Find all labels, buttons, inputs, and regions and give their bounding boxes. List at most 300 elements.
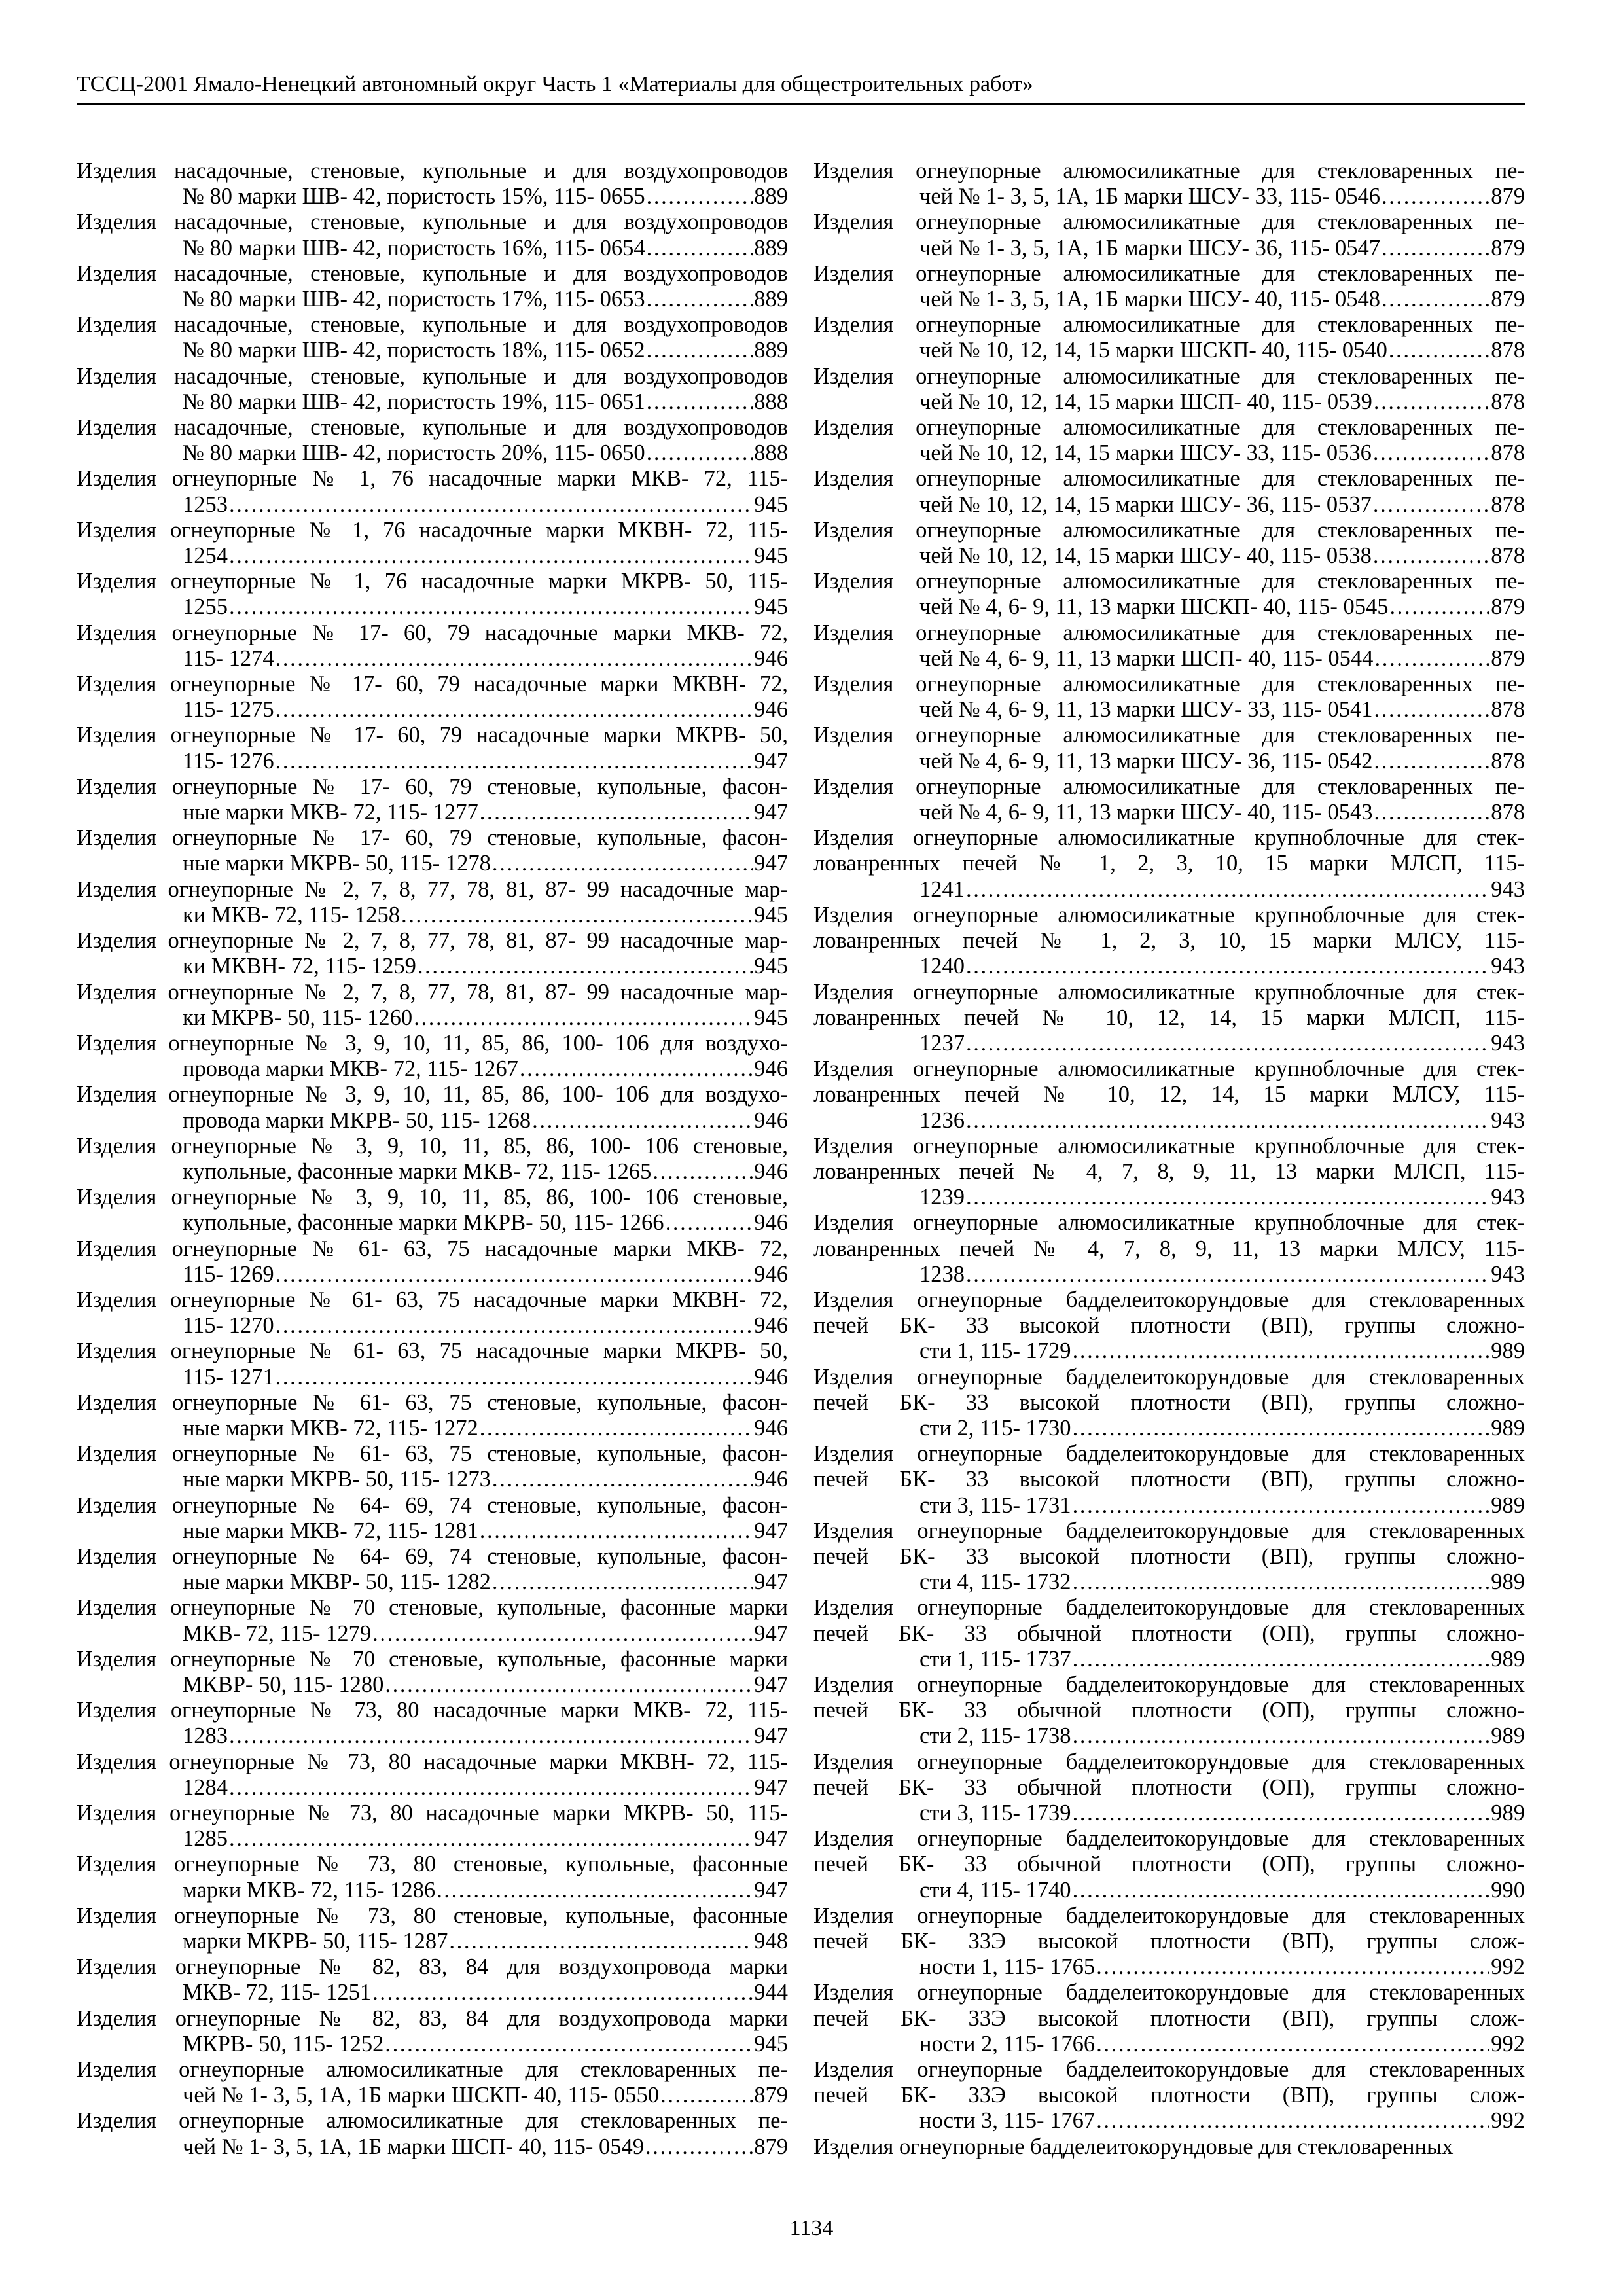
entry-page-number: 945 (754, 543, 788, 569)
entry-text-line: Изделия огнеупорные бадделеитокорундовые для стекловаренных (813, 1980, 1525, 2005)
index-entry (77, 980, 788, 1031)
entry-text-line: Изделия огнеупорные № 64- 69, 74 стеновые, купольные, фасон- (77, 1543, 788, 1569)
entry-last-line (919, 389, 1525, 415)
entry-page-number: 947 (754, 1621, 788, 1646)
dot-leader (1073, 1878, 1490, 1903)
entry-text-line: Изделия огнеупорные алюмосиликатные крупноблочные для стек- (813, 1210, 1525, 1236)
index-entry (813, 1980, 1525, 2057)
dot-leader (1373, 492, 1489, 518)
index-entry (77, 1185, 788, 1236)
entry-last-line (183, 2032, 788, 2057)
entry-last-line (919, 236, 1525, 261)
entry-text-line: Изделия огнеупорные № 61- 63, 75 стеновые, купольные, фасон- (77, 1441, 788, 1467)
index-entry (813, 1518, 1525, 1596)
entry-last-line (919, 1416, 1525, 1441)
entry-reference-text: 1255 (183, 594, 228, 620)
entry-last-line (919, 697, 1525, 723)
entry-text-line: лованренных печей № 1, 2, 3, 10, 15 марки МЛСП, 115- (813, 851, 1525, 876)
entry-last-line (919, 440, 1525, 466)
dot-leader (276, 749, 753, 774)
dot-leader (532, 1108, 753, 1134)
entry-text-line: лованренных печей № 10, 12, 14, 15 марки МЛСУ, 115- (813, 1082, 1525, 1107)
entry-last-line (183, 2083, 788, 2108)
entry-reference-text: 1253 (183, 492, 228, 517)
entry-text-line: Изделия огнеупорные алюмосиликатные для стекловаренных пе- (813, 466, 1525, 492)
dot-leader (1073, 1801, 1490, 1826)
entry-last-line (183, 1878, 788, 1903)
entry-page-number: 888 (754, 440, 788, 466)
entry-reference-text: чей № 4, 6- 9, 11, 13 марки ШСП- 40, 115- 0544 (919, 645, 1374, 671)
index-entry (813, 1749, 1525, 1827)
index-entry (77, 2108, 788, 2159)
entry-reference-text: ности 3, 115- 1767 (919, 2108, 1096, 2134)
entry-reference-text: МКВР- 50, 115- 1280 (183, 1672, 384, 1697)
entry-page-number: 989 (1491, 1646, 1525, 1672)
entry-page-number: 989 (1491, 1570, 1525, 1595)
index-entry (813, 2057, 1525, 2134)
entry-last-line (919, 2108, 1525, 2134)
dot-leader (229, 492, 753, 518)
dot-leader (1382, 184, 1489, 209)
entry-reference-text: марки МКРВ- 50, 115- 1287 (183, 1929, 448, 1954)
entry-page-number: 943 (1491, 1107, 1525, 1133)
entry-page-number: 989 (1491, 1415, 1525, 1441)
index-entry (77, 672, 788, 723)
entry-last-line (919, 954, 1525, 979)
entry-text-line: печей БК- 33 обычной плотности (ОП), группы сложно- (813, 1774, 1525, 1800)
dot-leader (492, 851, 753, 876)
entry-text-line: Изделия огнеупорные № 82, 83, 84 для воздухопровода марки (77, 2005, 788, 2031)
entry-last-line (919, 749, 1525, 774)
entry-last-line (183, 1262, 788, 1287)
entry-text-line: Изделия насадочные, стеновые, купольные и для воздухопроводов (77, 209, 788, 235)
dot-leader (480, 1518, 753, 1544)
dot-leader (1373, 440, 1489, 466)
entry-reference-text: 1240 (919, 954, 965, 979)
entry-text-line: Изделия огнеупорные № 70 стеновые, купольные, фасонные марки (77, 1646, 788, 1672)
index-entry (77, 1698, 788, 1749)
entry-reference-text: сти 1, 115- 1729 (919, 1338, 1071, 1364)
index-entry (813, 364, 1525, 415)
entry-reference-text: № 80 марки ШВ- 42, пористость 18%, 115- 0652 (183, 338, 645, 363)
entry-last-line (183, 1929, 788, 1954)
entry-text-line: Изделия огнеупорные алюмосиликатные для стекловаренных пе- (813, 363, 1525, 389)
entry-reference-text: МКВ- 72, 115- 1279 (183, 1621, 372, 1646)
dot-leader (276, 1262, 753, 1287)
index-entry (77, 1749, 788, 1801)
entry-text-line: Изделия насадочные, стеновые, купольные и для воздухопроводов (77, 158, 788, 183)
entry-reference-text: чей № 4, 6- 9, 11, 13 марки ШСУ- 33, 115- 0541 (919, 697, 1373, 723)
entry-last-line (919, 492, 1525, 518)
entry-reference-text: чей № 10, 12, 14, 15 марки ШСУ- 36, 115- 0537 (919, 492, 1372, 517)
dot-leader (229, 543, 753, 569)
index-entry (813, 825, 1525, 903)
entry-reference-text: ности 1, 115- 1765 (919, 1954, 1096, 1980)
entry-page-number: 989 (1491, 1492, 1525, 1518)
entry-page-number: 946 (754, 697, 788, 723)
index-entry (77, 825, 788, 876)
entry-reference-text: № 80 марки ШВ- 42, пористость 20%, 115- 0650 (183, 440, 645, 466)
entry-reference-text: купольные, фасонные марки МКРВ- 50, 115- 1266 (183, 1210, 664, 1236)
entry-last-line (919, 1493, 1525, 1518)
entry-text-line: Изделия огнеупорные № 2, 7, 8, 77, 78, 81, 87- 99 насадочные мар- (77, 979, 788, 1005)
index-entry (813, 518, 1525, 569)
entry-page-number: 878 (1491, 338, 1525, 363)
entry-reference-text: сти 3, 115- 1731 (919, 1492, 1071, 1518)
entry-text-line: Изделия огнеупорные № 3, 9, 10, 11, 85, 86, 100- 106 стеновые, (77, 1133, 788, 1158)
entry-last-line (919, 287, 1525, 312)
index-entry (813, 1595, 1525, 1672)
entry-page-number: 989 (1491, 1801, 1525, 1825)
dot-leader (652, 1159, 753, 1185)
entry-last-line (919, 2032, 1525, 2057)
index-entry (813, 2134, 1525, 2160)
entry-reference-text: 115- 1275 (183, 697, 274, 723)
entry-page-number: 948 (754, 1929, 788, 1954)
entry-reference-text: 1237 (919, 1030, 965, 1056)
entry-page-number: 879 (754, 2134, 788, 2159)
entry-page-number: 889 (754, 184, 788, 209)
entry-page-number: 889 (754, 338, 788, 363)
entry-last-line (919, 1570, 1525, 1595)
index-entry (77, 723, 788, 774)
index-column-left (77, 158, 788, 2160)
entry-reference-text: чей № 1- 3, 5, 1А, 1Б марки ШСУ- 33, 115- 0546 (919, 184, 1380, 209)
index-entry (813, 1210, 1525, 1287)
entry-reference-text: 1254 (183, 543, 228, 569)
entry-text-line: Изделия огнеупорные бадделеитокорундовые для стекловаренных (813, 1749, 1525, 1774)
entry-page-number: 947 (754, 1877, 788, 1903)
entry-reference-text: ные марки МКВ- 72, 115- 1281 (183, 1518, 478, 1543)
index-entry (77, 261, 788, 312)
entry-page-number: 992 (1491, 2108, 1525, 2134)
index-entry (77, 928, 788, 979)
entry-page-number: 878 (1491, 389, 1525, 414)
entry-reference-text: № 80 марки ШВ- 42, пористость 17%, 115- 0653 (183, 287, 645, 312)
entry-text-line: Изделия огнеупорные бадделеитокорундовые для стекловаренных (813, 1595, 1525, 1621)
entry-reference-text: 115- 1274 (183, 645, 274, 671)
entry-text-line: Изделия огнеупорные № 73, 80 насадочные марки МКРВ- 50, 115- (77, 1801, 788, 1825)
index-entry (813, 723, 1525, 774)
entry-last-line (919, 1723, 1525, 1749)
entry-text-line: Изделия огнеупорные № 1, 76 насадочные марки МКВН- 72, 115- (77, 517, 788, 543)
entry-last-line (919, 800, 1525, 825)
entry-text-line: Изделия насадочные, стеновые, купольные и для воздухопроводов (77, 415, 788, 440)
index-entry (77, 1852, 788, 1903)
entry-text-line: Изделия огнеупорные алюмосиликатные для стекловаренных пе- (813, 723, 1525, 748)
entry-reference-text: 1285 (183, 1826, 228, 1852)
dot-leader (276, 1313, 753, 1338)
entry-reference-text: чей № 4, 6- 9, 11, 13 марки ШСУ- 36, 115- 0542 (919, 748, 1373, 774)
index-entry (813, 672, 1525, 723)
running-header: ТССЦ-2001 Ямало-Ненецкий автономный округ Часть 1 «Материалы для общестроительных работ» (77, 72, 1033, 96)
dot-leader (1389, 338, 1489, 363)
entry-text-line: Изделия огнеупорные № 61- 63, 75 насадочные марки МКВ- 72, (77, 1236, 788, 1261)
index-entry (77, 1031, 788, 1082)
entry-page-number: 946 (754, 1107, 788, 1133)
dot-leader (966, 877, 1489, 903)
entry-reference-text: чей № 1- 3, 5, 1А, 1Б марки ШСУ- 40, 115- 0548 (919, 287, 1380, 312)
index-entry (77, 1903, 788, 1954)
entry-page-number: 943 (1491, 1185, 1525, 1210)
entry-last-line (919, 184, 1525, 209)
entry-page-number: 945 (754, 492, 788, 517)
entry-text-line: Изделия огнеупорные № 2, 7, 8, 77, 78, 81, 87- 99 насадочные мар- (77, 876, 788, 902)
entry-text-line: Изделия огнеупорные алюмосиликатные для стекловаренных пе- (813, 672, 1525, 697)
dot-leader (1389, 594, 1489, 620)
entry-reference-text: № 80 марки ШВ- 42, пористость 15%, 115- 0655 (183, 184, 645, 209)
entry-last-line (183, 440, 788, 466)
index-entry (813, 1826, 1525, 1903)
index-entry (813, 1056, 1525, 1134)
dot-leader (966, 1262, 1489, 1287)
index-entry (77, 1801, 788, 1852)
entry-text-line: печей БК- 33 высокой плотности (ВП), группы сложно- (813, 1467, 1525, 1492)
dot-leader (372, 1621, 753, 1647)
index-entry (813, 1441, 1525, 1518)
index-entry (77, 1493, 788, 1544)
entry-page-number: 945 (754, 902, 788, 927)
entry-page-number: 878 (1491, 748, 1525, 774)
dot-leader (966, 1031, 1489, 1056)
entry-last-line (183, 184, 788, 209)
index-entry (813, 209, 1525, 260)
entry-page-number: 889 (754, 235, 788, 260)
entry-reference-text: сти 2, 115- 1730 (919, 1415, 1071, 1441)
entry-reference-text: ности 2, 115- 1766 (919, 2031, 1096, 2056)
dot-leader (966, 1108, 1489, 1134)
entry-page-number: 947 (754, 1826, 788, 1852)
entry-page-number: 945 (754, 1005, 788, 1030)
dot-leader (437, 1878, 753, 1903)
entry-last-line (183, 236, 788, 261)
index-entry (77, 1647, 788, 1698)
entry-last-line (183, 1416, 788, 1441)
entry-reference-text: чей № 1- 3, 5, 1А, 1Б марки ШСП- 40, 115- 0549 (183, 2134, 644, 2159)
entry-reference-text: провода марки МКРВ- 50, 115- 1268 (183, 1107, 531, 1133)
dot-leader (1382, 287, 1489, 312)
entry-text-line: печей БК- 33 высокой плотности (ВП), группы сложно- (813, 1313, 1525, 1338)
dot-leader (1373, 543, 1489, 569)
entry-last-line (183, 2134, 788, 2160)
entry-text-line: Изделия огнеупорные № 17- 60, 79 стеновые, купольные, фасон- (77, 825, 788, 851)
entry-text-line: Изделия огнеупорные алюмосиликатные для стекловаренных пе- (813, 517, 1525, 543)
entry-page-number: 946 (754, 1056, 788, 1082)
entry-text-line: Изделия огнеупорные № 17- 60, 79 стеновые, купольные, фасон- (77, 774, 788, 799)
entry-last-line (183, 1210, 788, 1236)
dot-leader (647, 287, 753, 312)
entry-reference-text: 1236 (919, 1107, 965, 1133)
entry-text-line: печей БК- 33 обычной плотности (ОП), группы сложно- (813, 1621, 1525, 1646)
entry-reference-text: ки МКВН- 72, 115- 1259 (183, 954, 416, 979)
dot-leader (372, 1980, 753, 2005)
entry-last-line (919, 646, 1525, 672)
entry-page-number: 879 (754, 2083, 788, 2108)
entry-reference-text: чей № 1- 3, 5, 1А, 1Б марки ШСУ- 36, 115- 0547 (919, 235, 1380, 260)
entry-reference-text: № 80 марки ШВ- 42, пористость 19%, 115- 0651 (183, 389, 645, 414)
entry-page-number: 943 (1491, 1030, 1525, 1056)
entry-reference-text: чей № 10, 12, 14, 15 марки ШСКП- 40, 115- 0540 (919, 338, 1387, 363)
entry-text-line: Изделия огнеупорные № 70 стеновые, купольные, фасонные марки (77, 1595, 788, 1621)
entry-page-number: 947 (754, 1570, 788, 1595)
entry-reference-text: ки МКВ- 72, 115- 1258 (183, 902, 400, 927)
entry-reference-text: чей № 4, 6- 9, 11, 13 марки ШСУ- 40, 115- 0543 (919, 800, 1373, 825)
dot-leader (647, 338, 753, 363)
index-entry (77, 2006, 788, 2057)
entry-last-line (183, 1108, 788, 1134)
entry-last-line (183, 1723, 788, 1749)
entry-last-line (183, 1621, 788, 1647)
entry-last-line (919, 1185, 1525, 1210)
index-entry (813, 415, 1525, 466)
index-entry (813, 980, 1525, 1057)
entry-text-line: печей БК- 33Э высокой плотности (ВП), группы слож- (813, 2005, 1525, 2031)
dot-leader (276, 646, 753, 672)
dot-leader (1096, 1954, 1489, 1980)
entry-page-number: 944 (754, 1980, 788, 2005)
entry-page-number: 947 (754, 748, 788, 774)
entry-last-line (183, 749, 788, 774)
index-entry (77, 518, 788, 569)
entry-text-line: печей БК- 33 высокой плотности (ВП), группы сложно- (813, 1543, 1525, 1569)
index-entry (813, 466, 1525, 517)
entry-last-line (919, 1031, 1525, 1056)
index-entry (813, 1134, 1525, 1211)
entry-reference-text: ные марки МКВ- 72, 115- 1272 (183, 1415, 478, 1441)
entry-last-line (183, 954, 788, 979)
dot-leader (647, 184, 753, 209)
entry-page-number: 878 (1491, 697, 1525, 723)
entry-reference-text: сти 2, 115- 1738 (919, 1723, 1071, 1749)
index-entry (813, 1903, 1525, 1981)
entry-page-number: 947 (754, 800, 788, 825)
dot-leader (276, 697, 753, 723)
entry-text-line: Изделия огнеупорные алюмосиликатные для стекловаренных пе- (813, 209, 1525, 235)
entry-last-line (183, 1518, 788, 1544)
entry-reference-text: марки МКВ- 72, 115- 1286 (183, 1877, 436, 1903)
dot-leader (229, 1775, 753, 1801)
entry-last-line (183, 697, 788, 723)
entry-page-number: 946 (754, 1415, 788, 1441)
entry-page-number: 878 (1491, 800, 1525, 825)
entry-reference-text: 115- 1270 (183, 1313, 274, 1338)
entry-reference-text: сти 3, 115- 1739 (919, 1801, 1071, 1825)
entry-text-line: Изделия огнеупорные бадделеитокорундовые для стекловаренных (813, 1903, 1525, 1928)
entry-page-number: 989 (1491, 1338, 1525, 1364)
dot-leader (1073, 1338, 1490, 1364)
entry-text-line: Изделия огнеупорные № 82, 83, 84 для воздухопровода марки (77, 1954, 788, 1980)
dot-leader (401, 903, 753, 928)
dot-leader (647, 440, 753, 466)
entry-text-line: печей БК- 33 обычной плотности (ОП), группы сложно- (813, 1698, 1525, 1723)
index-entry (77, 209, 788, 260)
entry-last-line (919, 1262, 1525, 1287)
entry-reference-text: чей № 10, 12, 14, 15 марки ШСП- 40, 115- 0539 (919, 389, 1372, 414)
entry-page-number: 947 (754, 1518, 788, 1543)
entry-last-line (183, 1467, 788, 1492)
entry-page-number: 946 (754, 1261, 788, 1287)
entry-text-line: Изделия огнеупорные № 1, 76 насадочные марки МКВ- 72, 115- (77, 466, 788, 492)
entry-reference-text: 1238 (919, 1261, 965, 1287)
dot-leader (647, 389, 753, 415)
entry-page-number: 946 (754, 645, 788, 671)
entry-text-line: Изделия огнеупорные № 1, 76 насадочные марки МКРВ- 50, 115- (77, 569, 788, 594)
entry-text-line: Изделия огнеупорные № 73, 80 насадочные марки МКВ- 72, 115- (77, 1698, 788, 1723)
entry-text-line: Изделия огнеупорные бадделеитокорундовые для стекловаренных (813, 1287, 1525, 1312)
entry-text-line: Изделия огнеупорные алюмосиликатные для стекловаренных пе- (813, 312, 1525, 338)
entry-text-line: лованренных печей № 4, 7, 8, 9, 11, 13 марки МЛСУ, 115- (813, 1236, 1525, 1261)
entry-page-number: 946 (754, 1313, 788, 1338)
dot-leader (1073, 1647, 1490, 1672)
entry-last-line (919, 1338, 1525, 1364)
entry-text-line: Изделия огнеупорные бадделеитокорундовые для стекловаренных (813, 2134, 1454, 2159)
entry-page-number: 947 (754, 1774, 788, 1800)
dot-leader (385, 2032, 753, 2057)
dot-leader (1073, 1493, 1490, 1518)
index-entry (813, 1365, 1525, 1442)
entry-page-number: 989 (1491, 1723, 1525, 1749)
entry-reference-text: провода марки МКВ- 72, 115- 1267 (183, 1056, 518, 1082)
index-entry (77, 620, 788, 672)
entry-page-number: 879 (1491, 287, 1525, 312)
entry-page-number: 878 (1491, 440, 1525, 466)
entry-text-line: Изделия огнеупорные бадделеитокорундовые для стекловаренных (813, 1826, 1525, 1852)
entry-last-line (183, 594, 788, 620)
entry-page-number: 945 (754, 2031, 788, 2056)
index-entry (77, 1082, 788, 1133)
entry-last-line (919, 543, 1525, 569)
index-entry (77, 1236, 788, 1287)
entry-reference-text: сти 4, 115- 1732 (919, 1570, 1071, 1595)
entry-text-line: Изделия огнеупорные бадделеитокорундовые для стекловаренных (813, 1518, 1525, 1543)
index-entry (813, 158, 1525, 209)
index-entry (813, 620, 1525, 672)
dot-leader (520, 1056, 753, 1082)
dot-leader (276, 1365, 753, 1390)
index-entry (77, 1595, 788, 1646)
index-entry (813, 261, 1525, 312)
entry-text-line: Изделия огнеупорные алюмосиликатные для стекловаренных пе- (813, 260, 1525, 286)
dot-leader (414, 1005, 753, 1031)
entry-text-line: Изделия огнеупорные № 17- 60, 79 насадочные марки МКВН- 72, (77, 672, 788, 697)
entry-last-line (919, 338, 1525, 363)
page-number: 1134 (789, 2216, 834, 2240)
index-entry (77, 312, 788, 363)
dot-leader (647, 236, 753, 261)
dot-leader (666, 1210, 753, 1236)
entry-text-line: Изделия огнеупорные бадделеитокорундовые для стекловаренных (813, 1672, 1525, 1697)
entry-text-line: печей БК- 33Э высокой плотности (ВП), группы слож- (813, 1929, 1525, 1954)
entry-last-line (183, 1672, 788, 1698)
entry-reference-text: 1241 (919, 876, 965, 902)
entry-text-line: Изделия огнеупорные алюмосиликатные крупноблочные для стек- (813, 979, 1525, 1005)
entry-text-line: печей БК- 33Э высокой плотности (ВП), группы слож- (813, 2083, 1525, 2108)
entry-reference-text: 115- 1276 (183, 748, 274, 774)
entry-text-line: Изделия огнеупорные алюмосиликатные для стекловаренных пе- (813, 620, 1525, 645)
dot-leader (229, 1723, 753, 1749)
entry-reference-text: 1284 (183, 1774, 228, 1800)
entry-last-line (183, 1570, 788, 1595)
entry-reference-text: № 80 марки ШВ- 42, пористость 16%, 115- 0654 (183, 235, 645, 260)
index-entry (813, 774, 1525, 825)
index-entry (813, 312, 1525, 363)
index-entry (77, 415, 788, 466)
entry-reference-text: ные марки МКРВ- 50, 115- 1273 (183, 1467, 491, 1492)
entry-last-line (183, 1826, 788, 1852)
entry-page-number: 879 (1491, 645, 1525, 671)
entry-text-line: Изделия огнеупорные № 61- 63, 75 насадочные марки МКВН- 72, (77, 1287, 788, 1312)
entry-last-line (919, 877, 1525, 903)
